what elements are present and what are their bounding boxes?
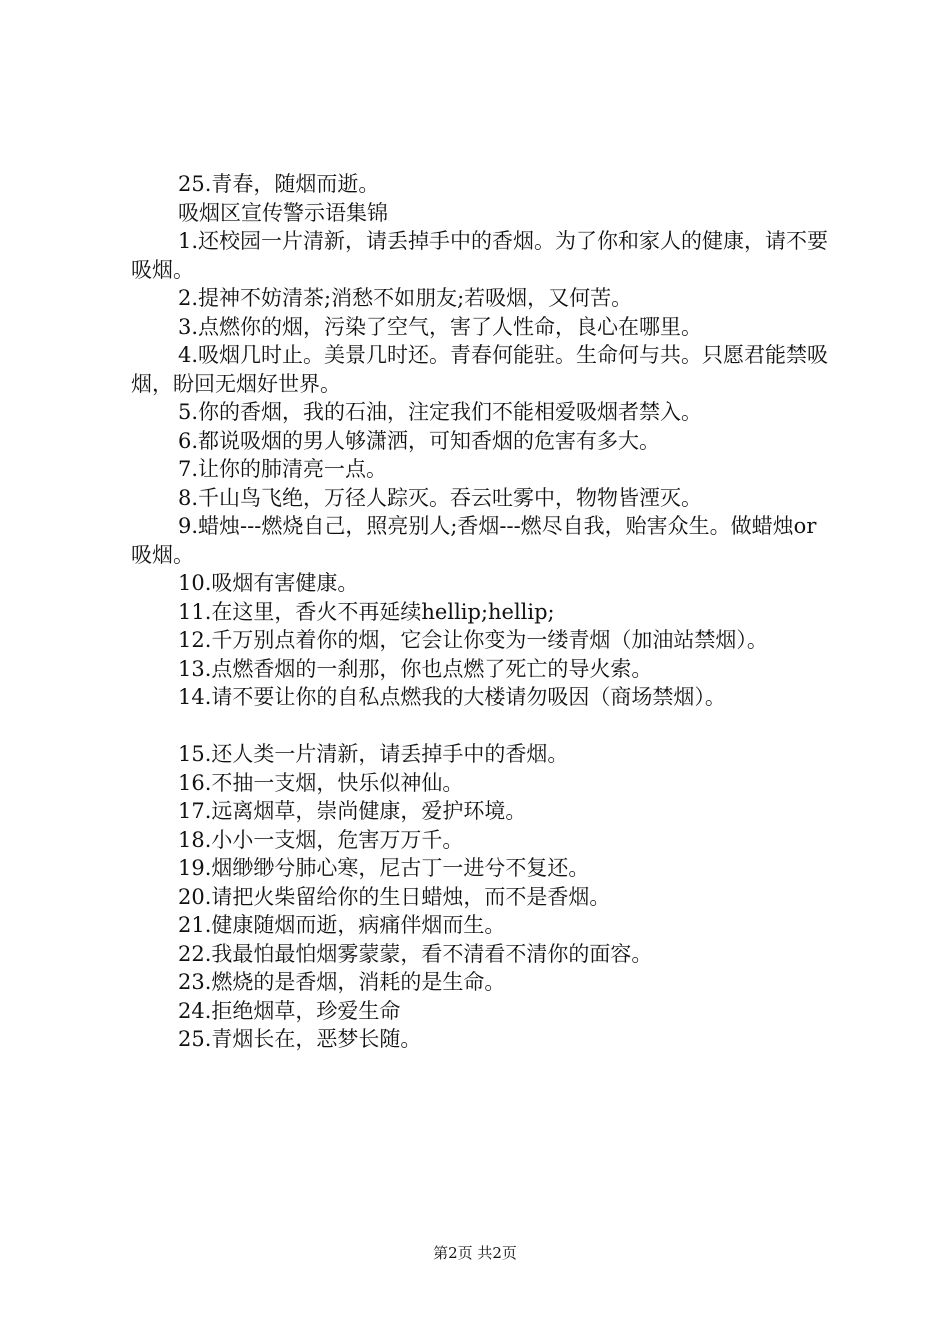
slogan-line: 9.蜡烛---燃烧自己，照亮别人;香烟---燃尽自我，贻害众生。做蜡烛or吸烟。 — [131, 514, 817, 567]
slogan-line: 16.不抽一支烟，快乐似神仙。 — [178, 770, 464, 795]
slogan-line: 17.远离烟草，崇尚健康，爱护环境。 — [178, 799, 527, 823]
slogan-line: 7.让你的肺清亮一点。 — [178, 457, 388, 481]
slogan-line: 15.还人类一片清新，请丢掉手中的香烟。 — [178, 742, 569, 766]
page-footer: 第2页 共2页 — [433, 1244, 517, 1262]
slogan-line: 13.点燃香烟的一刹那，你也点燃了死亡的导火索。 — [178, 656, 653, 681]
slogan-line: 2.提神不妨清茶;消愁不如朋友;若吸烟，又何苦。 — [178, 286, 633, 310]
slogan-line: 5.你的香烟，我的石油，注定我们不能相爱吸烟者禁入。 — [178, 400, 703, 424]
slogan-line: 11.在这里，香火不再延续hellip;hellip; — [178, 599, 555, 624]
slogan-line: 20.请把火柴留给你的生日蜡烛，而不是香烟。 — [178, 884, 611, 909]
blank-line — [131, 712, 831, 741]
slogan-line: 22.我最怕最怕烟雾蒙蒙，看不清看不清你的面容。 — [178, 941, 653, 966]
slogan-line: 12.千万别点着你的烟，它会让你变为一缕青烟（加油站禁烟）。 — [178, 628, 768, 652]
document-body — [131, 170, 831, 1054]
section-title: 吸烟区宣传警示语集锦 — [178, 200, 388, 225]
slogan-line: 4.吸烟几时止。美景几时还。青春何能驻。生命何与共。只愿君能禁吸烟，盼回无烟好世界。 — [131, 343, 829, 396]
slogan-line: 21.健康随烟而逝，病痛伴烟而生。 — [178, 913, 506, 937]
slogan-line: 18.小小一支烟，危害万万千。 — [178, 827, 464, 852]
slogan-line: 24.拒绝烟草，珍爱生命 — [178, 998, 401, 1023]
slogan-line: 1.还校园一片清新，请丢掉手中的香烟。为了你和家人的健康，请不要吸烟。 — [131, 229, 829, 282]
slogan-line: 10.吸烟有害健康。 — [178, 571, 359, 595]
slogan-line: 19.烟缈缈兮肺心寒，尼古丁一进兮不复还。 — [178, 856, 590, 880]
slogan-line: 6.都说吸烟的男人够潇洒，可知香烟的危害有多大。 — [178, 428, 661, 453]
slogan-line: 8.千山鸟飞绝，万径人踪灭。吞云吐雾中，物物皆湮灭。 — [178, 485, 703, 510]
slogan-line: 23.燃烧的是香烟，消耗的是生命。 — [178, 970, 506, 994]
slogan-line: 25.青烟长在，恶梦长随。 — [178, 1027, 422, 1051]
slogan-line: 25.青春，随烟而逝。 — [178, 172, 380, 196]
slogan-line: 3.点燃你的烟，污染了空气，害了人性命，良心在哪里。 — [178, 314, 703, 339]
slogan-line: 14.请不要让你的自私点燃我的大楼请勿吸因（商场禁烟）。 — [178, 685, 726, 709]
